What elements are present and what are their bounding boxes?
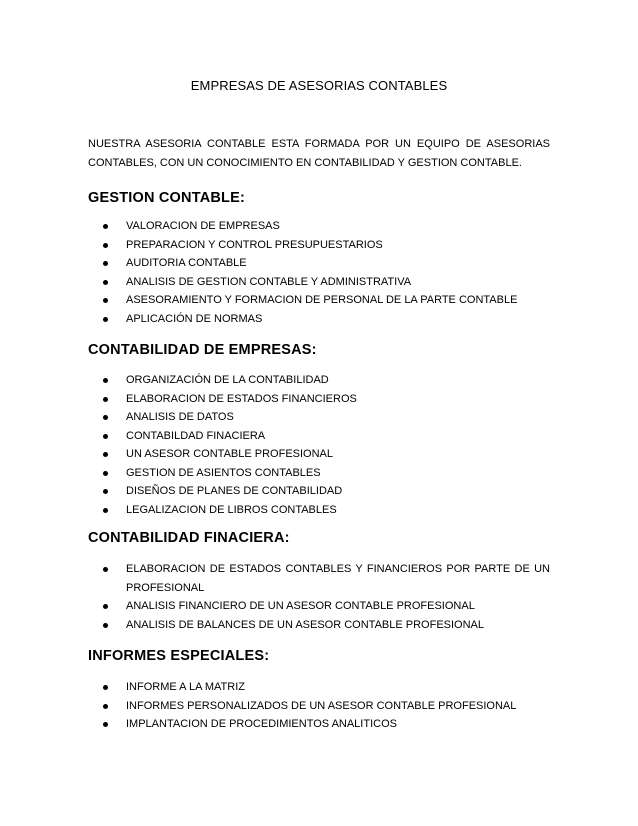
- list-item: AUDITORIA CONTABLE: [88, 254, 550, 273]
- document-title: EMPRESAS DE ASESORIAS CONTABLES: [190, 78, 448, 93]
- section-heading-contabilidad-finaciera: CONTABILIDAD FINACIERA:: [88, 530, 290, 546]
- list-item: ELABORACION DE ESTADOS FINANCIEROS: [88, 390, 550, 409]
- list-item: APLICACIÓN DE NORMAS: [88, 310, 550, 329]
- list-item: UN ASESOR CONTABLE PROFESIONAL: [88, 445, 550, 464]
- intro-paragraph: NUESTRA ASESORIA CONTABLE ESTA FORMADA POR UN EQUIPO DE ASESORIAS CONTABLES, CON UN CONOCIMIENTO EN CONTABILIDAD Y GESTION CONTABLE.: [88, 138, 550, 169]
- list-item: ANALISIS FINANCIERO DE UN ASESOR CONTABLE PROFESIONAL: [88, 597, 550, 616]
- list-item: ELABORACION DE ESTADOS CONTABLES Y FINANCIEROS POR PARTE DE UN PROFESIONAL: [88, 560, 550, 597]
- list-item: LEGALIZACION DE LIBROS CONTABLES: [88, 501, 550, 520]
- bullet-list-contabilidad-de-empresas: [88, 371, 550, 519]
- list-item: IMPLANTACION DE PROCEDIMIENTOS ANALITICOS: [88, 715, 550, 734]
- list-item: CONTABILDAD FINACIERA: [88, 427, 550, 446]
- list-item: INFORMES PERSONALIZADOS DE UN ASESOR CONTABLE PROFESIONAL: [88, 697, 550, 716]
- section-heading-informes-especiales: INFORMES ESPECIALES:: [88, 648, 270, 664]
- list-item: DISEÑOS DE PLANES DE CONTABILIDAD: [88, 482, 550, 501]
- list-item: ANALISIS DE BALANCES DE UN ASESOR CONTABLE PROFESIONAL: [88, 616, 550, 635]
- section-heading-gestion-contable: GESTION CONTABLE:: [88, 190, 245, 206]
- list-item: GESTION DE ASIENTOS CONTABLES: [88, 464, 550, 483]
- bullet-list-contabilidad-finaciera: [88, 560, 550, 634]
- list-item: ANALISIS DE DATOS: [88, 408, 550, 427]
- bullet-list-gestion-contable: [88, 217, 550, 328]
- list-item: INFORME A LA MATRIZ: [88, 678, 550, 697]
- list-item: ORGANIZACIÓN DE LA CONTABILIDAD: [88, 371, 550, 390]
- list-item: ANALISIS DE GESTION CONTABLE Y ADMINISTRATIVA: [88, 273, 550, 292]
- list-item: ASESORAMIENTO Y FORMACION DE PERSONAL DE LA PARTE CONTABLE: [88, 291, 550, 310]
- list-item: PREPARACION Y CONTROL PRESUPUESTARIOS: [88, 236, 550, 255]
- section-heading-contabilidad-de-empresas: CONTABILIDAD DE EMPRESAS:: [88, 342, 317, 358]
- bullet-list-informes-especiales: [88, 678, 550, 734]
- list-item: VALORACION DE EMPRESAS: [88, 217, 550, 236]
